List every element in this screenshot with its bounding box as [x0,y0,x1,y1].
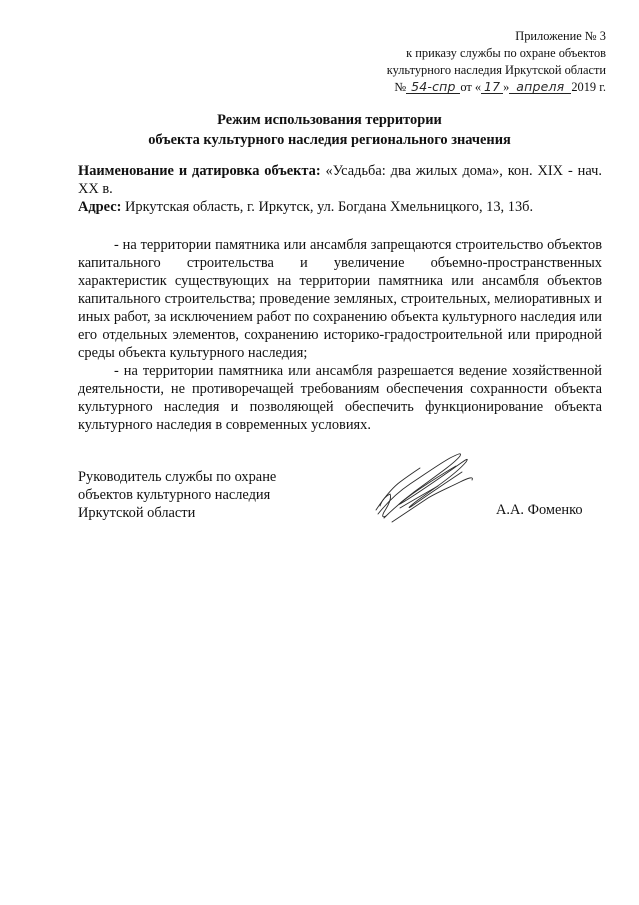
handwritten-signature [370,448,480,528]
object-address-label: Адрес: [78,199,122,215]
signatory-position [78,468,318,522]
position-line-2: объектов культурного наследия [78,487,271,503]
annex-title: Приложение № 3 [515,29,606,43]
object-address-value: Иркутская область, г. Иркутск, ул. Богдана Хмельницкого, 13, 13б. [121,199,534,215]
object-address [78,198,602,216]
from-label: от « [460,80,482,94]
object-name [78,162,602,198]
title-line-1: Режим использования территории [217,112,442,128]
order-day: 17 [481,80,503,94]
position-line-1: Руководитель службы по охране [78,469,277,485]
object-name-label: Наименование и датировка объекта: [78,163,321,179]
number-prefix: № [394,80,407,94]
day-close: » [503,80,510,94]
object-name-value: «Усадьба: два жилых дома», кон. XIX - нач. XX в. [78,163,602,197]
title-line-2: объекта культурного наследия регионального значения [148,132,511,148]
signatory-name: А.А. Фоменко [496,502,583,518]
annex-order-ref: к приказу службы по охране объектов [406,46,606,60]
regime-text [78,236,602,434]
annex-header [306,28,606,96]
order-number: 54-спр [406,80,460,94]
document-title [60,110,599,150]
object-info [78,162,602,216]
order-year: 2019 г. [571,80,606,94]
position-line-3: Иркутской области [78,505,196,521]
prohibitions-paragraph: - на территории памятника или ансамбля запрещаются строительство объектов капитального строительства и увеличение объемно-пространственных характеристик существующих на территории памятника или ансамбля объектов капитального строительства; проведение земляных, строительных, мелиоративных и иных работ, за исключением работ по сохранению объекта культурного наследия или его отдельных элементов, сохранению историко-градостроительной или природной среды объекта культурного наследия; [78,237,602,361]
annex-authority: культурного наследия Иркутской области [386,63,606,77]
permissions-paragraph: - на территории памятника или ансамбля разрешается ведение хозяйственной деятельности, не противоречащей требованиям обеспечения сохранности объекта культурного наследия и позволяющей обеспечить функционирование объекта культурного наследия в современных условиях. [78,363,602,433]
order-month: апреля [509,80,571,94]
annex-number-date [306,79,606,96]
